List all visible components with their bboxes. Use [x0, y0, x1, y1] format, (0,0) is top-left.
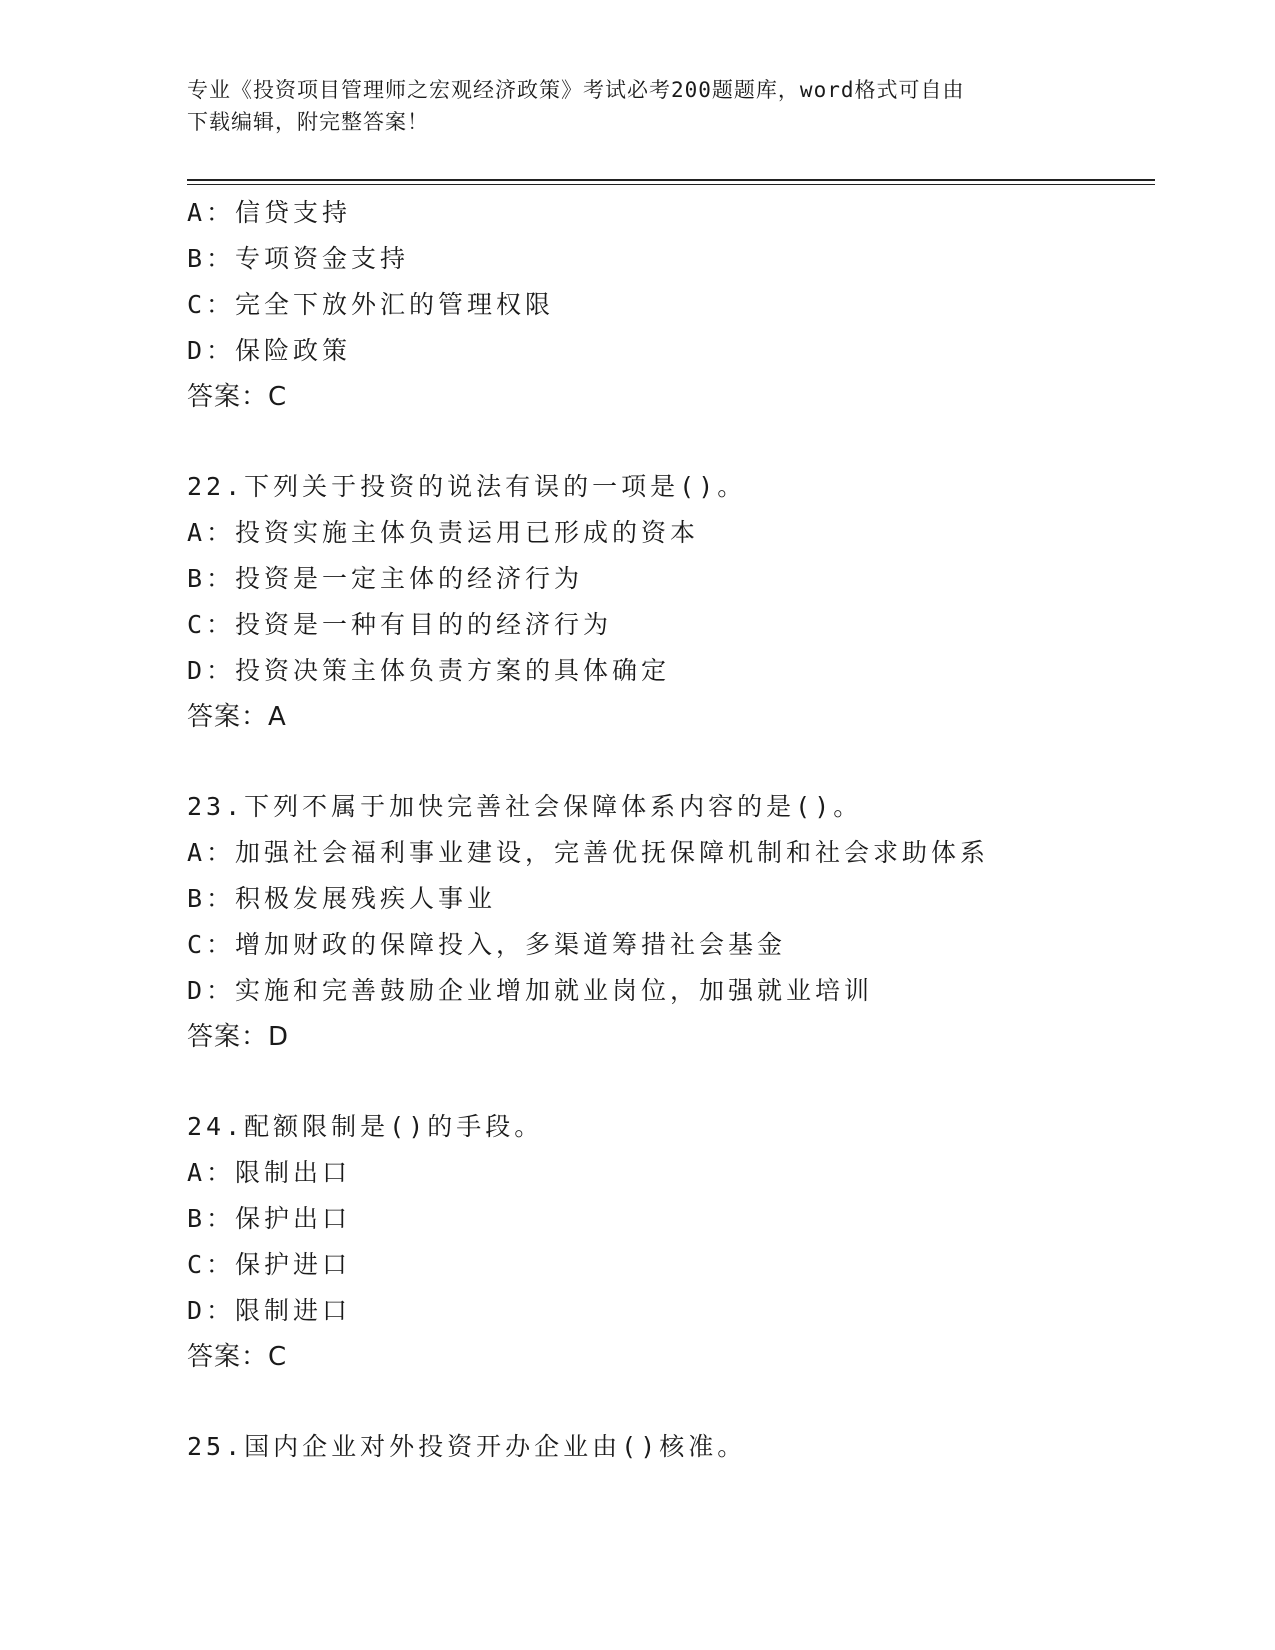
question-block-23 — [187, 784, 1155, 1060]
answer-label: 答案：C — [187, 382, 288, 412]
header-line-1: 专业《投资项目管理师之宏观经济政策》考试必考200题题库，word格式可自由 — [187, 78, 965, 102]
question-block-24 — [187, 1104, 1155, 1380]
option-b: B：积极发展残疾人事业 — [187, 884, 497, 913]
header-divider-thin — [187, 184, 1155, 185]
answer-label: 答案：C — [187, 1342, 288, 1372]
answer-label: 答案：A — [187, 702, 287, 732]
header-line-2: 下载编辑，附完整答案！ — [187, 110, 429, 134]
option-b: B：投资是一定主体的经济行为 — [187, 564, 584, 593]
option-c: C：增加财政的保障投入，多渠道筹措社会基金 — [187, 930, 787, 959]
question-block-25 — [187, 1424, 1155, 1470]
question-text: 25.国内企业对外投资开办企业由()核准。 — [187, 1432, 747, 1461]
question-text: 23.下列不属于加快完善社会保障体系内容的是()。 — [187, 792, 863, 821]
option-b: B：保护出口 — [187, 1204, 352, 1233]
option-d: D：实施和完善鼓励企业增加就业岗位，加强就业培训 — [187, 976, 874, 1005]
option-c: C：投资是一种有目的的经济行为 — [187, 610, 613, 639]
option-d: D：限制进口 — [187, 1296, 352, 1325]
option-a: A：加强社会福利事业建设，完善优抚保障机制和社会求助体系 — [187, 838, 990, 867]
option-d: D：保险政策 — [187, 336, 352, 365]
question-list — [187, 190, 1155, 1470]
option-c: C：完全下放外汇的管理权限 — [187, 290, 555, 319]
option-a: A：信贷支持 — [187, 198, 352, 227]
answer-label: 答案：D — [187, 1022, 290, 1052]
option-c: C：保护进口 — [187, 1250, 352, 1279]
question-block-21 — [187, 190, 1155, 420]
header-divider-thick — [187, 179, 1155, 181]
option-b: B：专项资金支持 — [187, 244, 410, 273]
option-d: D：投资决策主体负责方案的具体确定 — [187, 656, 671, 685]
question-text: 24.配额限制是()的手段。 — [187, 1112, 544, 1141]
question-block-22 — [187, 464, 1155, 740]
question-text: 22.下列关于投资的说法有误的一项是()。 — [187, 472, 747, 501]
option-a: A：投资实施主体负责运用已形成的资本 — [187, 518, 700, 547]
option-a: A：限制出口 — [187, 1158, 352, 1187]
document-header — [187, 74, 1087, 138]
